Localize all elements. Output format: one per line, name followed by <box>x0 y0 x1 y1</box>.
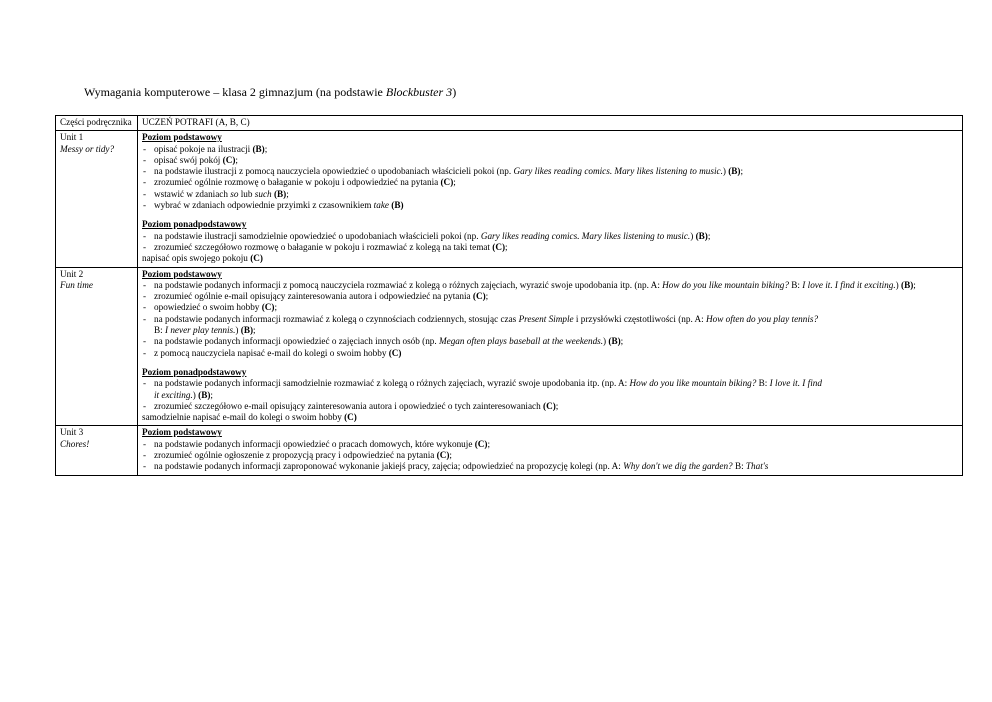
unit-name: Unit 1 <box>60 132 84 143</box>
level-label: Poziom ponadpodstawowy <box>142 366 247 377</box>
skill-list <box>142 378 958 412</box>
title-book: Blockbuster 3 <box>385 85 453 99</box>
skill-tail: samodzielnie napisać e-mail do kolegi o swoim hobby (C) <box>142 412 357 423</box>
list-item: - na podstawie podanych informacji zaproponować wykonanie jakiejś pracy, zajęcia; odpowiedzieć na propozycję kolegi (np. A: Why don't we dig the garden? B: That's <box>142 461 958 472</box>
list-item: - na podstawie podanych informacji z pomocą nauczyciela rozmawiać z kolegą o różnych zajęciach, wyrazić swoje upodobania itp. (np. A: How do you like mountain biking? B: I love it. I find it exciting.) (B); <box>142 280 958 291</box>
list-item: - opisać pokoje na ilustracji (B); <box>142 144 958 155</box>
title-close: ) <box>452 85 457 99</box>
skills-cell <box>138 426 963 475</box>
table-row <box>56 131 963 267</box>
list-item: - z pomocą nauczyciela napisać e-mail do kolegi o swoim hobby (C) <box>142 348 958 359</box>
list-item: - wybrać w zdaniach odpowiednie przyimki z czasownikiem take (B) <box>142 200 958 211</box>
col-header-parts: Części podręcznika <box>56 116 138 131</box>
list-item: - na podstawie podanych informacji rozmawiać z kolegą o czynnościach codziennych, stosując czas Present Simple i przysłówki częstotliwości (np. A: How often do you play tennis? B: I never play tennis.) (B); <box>142 314 958 337</box>
unit-cell <box>56 131 138 267</box>
level-label: Poziom podstawowy <box>142 132 222 143</box>
document-title <box>84 85 456 99</box>
list-item: - zrozumieć szczegółowo rozmowę o bałaganie w pokoju i rozmawiać z kolegą na taki temat (C); <box>142 242 958 253</box>
table-header-row <box>56 116 963 131</box>
unit-name: Unit 3 <box>60 427 84 438</box>
level-section <box>142 132 958 211</box>
title-text: Wymagania komputerowe – klasa 2 gimnazjum (na podstawie <box>84 85 386 99</box>
skill-list <box>142 280 958 359</box>
list-item: - zrozumieć szczegółowo e-mail opisujący zainteresowania autora i opowiedzieć o tych zainteresowaniach (C); <box>142 401 958 412</box>
list-item: - opowiedzieć o swoim hobby (C); <box>142 302 958 313</box>
list-item: - na podstawie podanych informacji samodzielnie rozmawiać z kolegą o różnych zajęciach, wyrazić swoje upodobania itp. (np. A: How do you like mountain biking? B: I love it. I find it exciting.) (B); <box>142 378 958 401</box>
skill-list <box>142 144 958 212</box>
skill-tail: napisać opis swojego pokoju (C) <box>142 253 263 264</box>
level-label: Poziom podstawowy <box>142 268 222 279</box>
level-section <box>142 367 958 423</box>
skills-cell <box>138 267 963 426</box>
list-item: - na podstawie ilustracji z pomocą nauczyciela opowiedzieć o upodobaniach właścicieli pokoi (np. Gary likes reading comics. Mary likes listening to music.) (B); <box>142 166 958 177</box>
level-section <box>142 219 958 264</box>
list-item: - na podstawie podanych informacji opowiedzieć o pracach domowych, które wykonuje (C); <box>142 439 958 450</box>
unit-cell <box>56 426 138 475</box>
level-section <box>142 269 958 359</box>
skill-list <box>142 439 958 473</box>
level-label: Poziom podstawowy <box>142 427 222 438</box>
list-item: - na podstawie podanych informacji opowiedzieć o zajęciach innych osób (np. Megan often plays baseball at the weekends.) (B); <box>142 336 958 347</box>
list-item: - na podstawie ilustracji samodzielnie opowiedzieć o upodobaniach właścicieli pokoi (np. Gary likes reading comics. Mary likes listening to music.) (B); <box>142 231 958 242</box>
skills-cell <box>138 131 963 267</box>
list-item: - zrozumieć ogólnie ogłoszenie z propozycją pracy i odpowiedzieć na pytania (C); <box>142 450 958 461</box>
table-body <box>56 131 963 475</box>
unit-name: Unit 2 <box>60 268 84 279</box>
unit-subtitle: Messy or tidy? <box>60 143 115 154</box>
list-item: - zrozumieć ogólnie rozmowę o bałaganie w pokoju i odpowiedzieć na pytania (C); <box>142 177 958 188</box>
skill-list <box>142 231 958 254</box>
table-row <box>56 426 963 475</box>
col-header-skills: UCZEŃ POTRAFI (A, B, C) <box>138 116 963 131</box>
unit-subtitle: Chores! <box>60 438 90 449</box>
unit-cell <box>56 267 138 426</box>
level-label: Poziom ponadpodstawowy <box>142 219 247 230</box>
level-section <box>142 427 958 472</box>
unit-subtitle: Fun time <box>60 279 93 290</box>
list-item: - opisać swój pokój (C); <box>142 155 958 166</box>
requirements-table <box>55 115 963 476</box>
list-item: - wstawić w zdaniach so lub such (B); <box>142 189 958 200</box>
table-row <box>56 267 963 426</box>
list-item: - zrozumieć ogólnie e-mail opisujący zainteresowania autora i odpowiedzieć na pytania (C); <box>142 291 958 302</box>
